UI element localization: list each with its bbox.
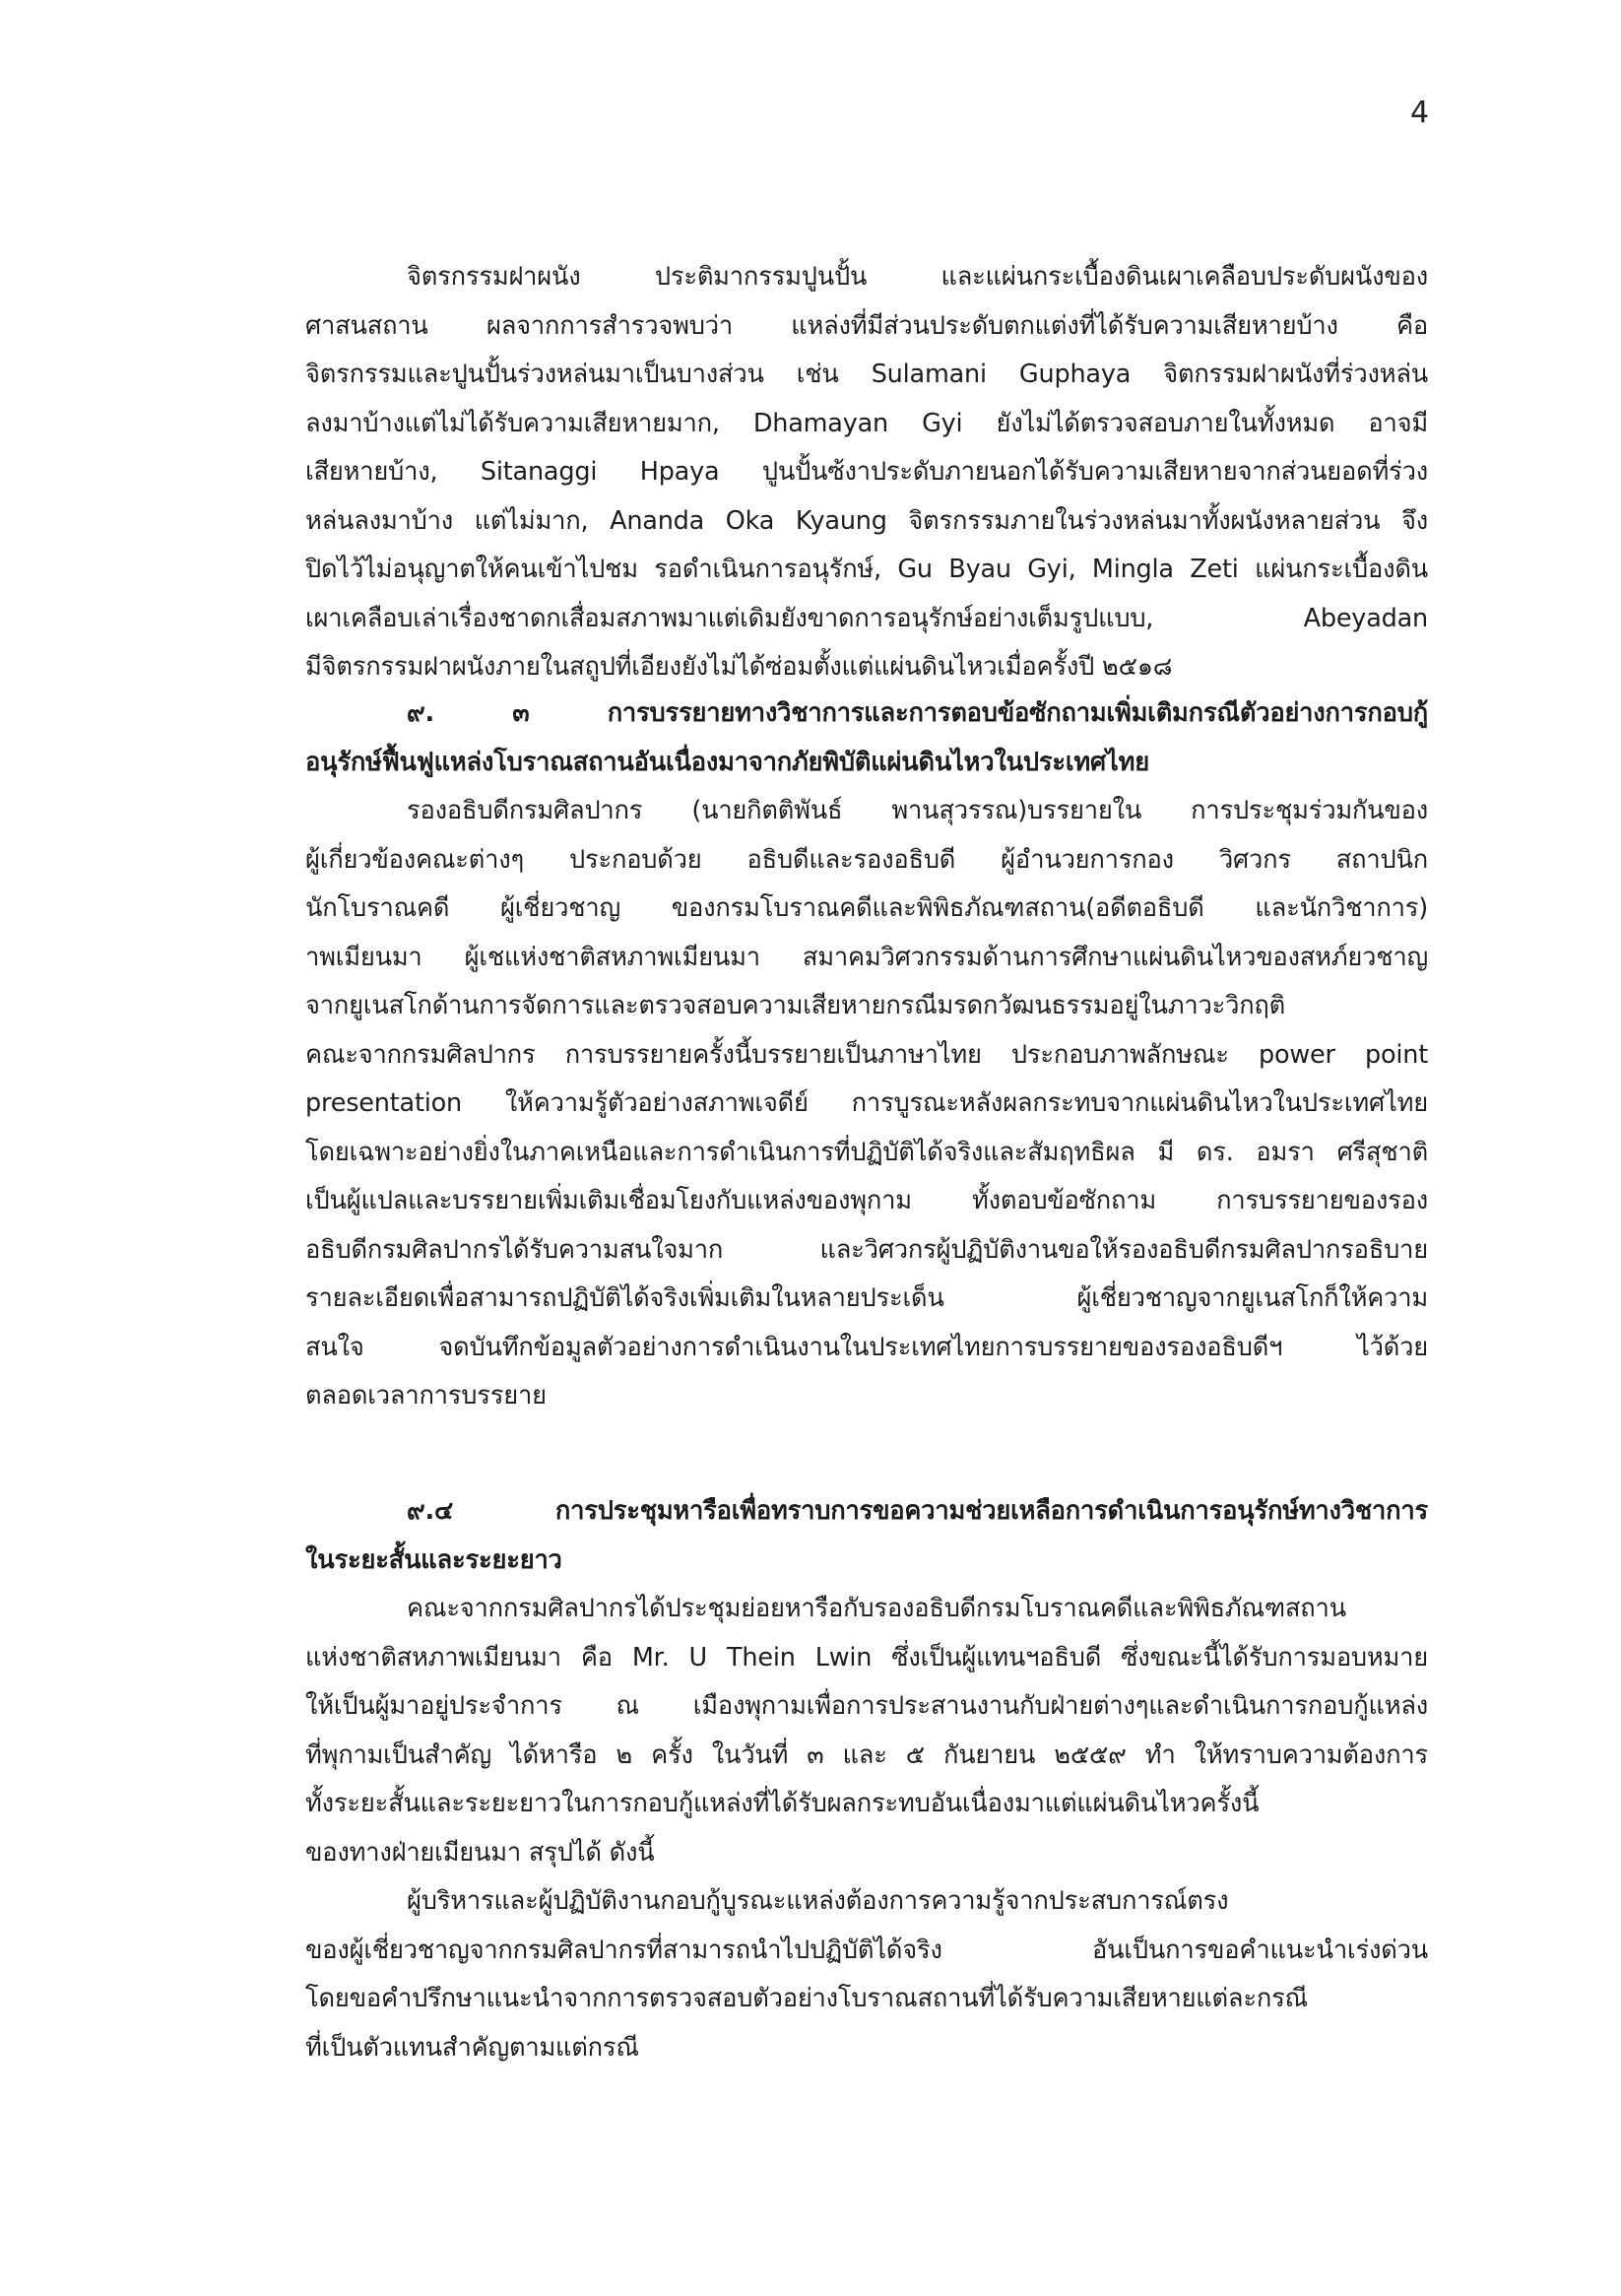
text-line: นักโบราณคดี ผู้เชี่ยวชาญ ของกรมโบราณคดีและพิพิธภัณฑสถาน(อดีตอธิบดี และนักวิชาการ)	[305, 893, 1428, 923]
paragraph-decorations-damage	[305, 253, 1428, 692]
text-line: ลงมาบ้างแต่ไม่ได้รับความเสียหายมาก, Dhamayan Gyi ยังไม่ได้ตรวจสอบภายในทั้งหมด อาจมี	[305, 408, 1428, 438]
text-line: สนใจ จดบันทึกข้อมูลตัวอย่างการดำเนินงานในประเทศไทยการบรรยายของรองอธิบดีฯ ไว้ด้วย	[305, 1332, 1428, 1362]
text-line: อธิบดีกรมศิลปากรได้รับความสนใจมาก และวิศวกรผู้ปฏิบัติงานขอให้รองอธิบดีกรมศิลปากรอธิบาย	[305, 1234, 1428, 1265]
text-line: presentation ให้ความรู้ตัวอย่างสภาพเจดีย์ การบูรณะหลังผลกระทบจากแผ่นดินไหวในประเทศไทย	[305, 1088, 1428, 1118]
section-9-3	[305, 689, 1428, 1421]
text-line: ที่เป็นตัวแทนสำคัญตามแต่กรณี	[305, 2032, 639, 2063]
text-line: จิตรกรรมฝาผนัง ประติมากรรมปูนปั้น และแผ่นกระเบื้องดินเผาเคลือบประดับผนังของ	[407, 262, 1428, 292]
section-heading: ๙. ๓ การบรรยายทางวิชาการและการตอบข้อซักถามเพิ่มเติมกรณีตัวอย่างการกอบกู้	[407, 698, 1428, 728]
text-line: มีจิตรกรรมฝาผนังภายในสถูปที่เอียงยังไม่ได้ซ่อมตั้งแต่แผ่นดินไหวเมื่อครั้งปี ๒๕๑๘	[305, 652, 1173, 682]
text-line: คณะจากกรมศิลปากรได้ประชุมย่อยหารือกับรองอธิบดีกรมโบราณคดีและพิพิธภัณฑสถาน	[407, 1594, 1346, 1623]
text-line: าพเมียนมา ผู้เชแห่งชาติสหภาพเมียนมา สมาคมวิศวกรรมด้านการศึกษาแผ่นดินไหวของสหภ์ยวชาญ	[305, 942, 1428, 972]
text-line: ของผู้เชี่ยวชาญจากกรมศิลปากรที่สามารถนำไปปฏิบัติได้จริง อันเป็นการขอคำแนะนำเร่งด่วน	[305, 1935, 1428, 1965]
text-line: ปิดไว้ไม่อนุญาตให้คนเข้าไปชม รอดำเนินการอนุรักษ์, Gu Byau Gyi, Mingla Zeti แผ่นกระเบื้องดิน	[305, 555, 1428, 584]
text-line: โดยเฉพาะอย่างยิ่งในภาคเหนือและการดำเนินการที่ปฏิบัติได้จริงและสัมฤทธิผล มี ดร. อมรา ศรีสุชาติ	[305, 1137, 1428, 1167]
text-line: ผู้เกี่ยวข้องคณะต่างๆ ประกอบด้วย อธิบดีและรองอธิบดี ผู้อำนวยการกอง วิศวกร สถาปนิก	[305, 844, 1428, 875]
text-line: ทั้งระยะสั้นและระยะยาวในการกอบกู้แหล่งที่ได้รับผลกระทบอันเนื่องมาแต่แผ่นดินไหวครั้งนี้	[305, 1789, 1260, 1818]
text-line: รายละเอียดเพื่อสามารถปฏิบัติได้จริงเพิ่มเติมในหลายประเด็น ผู้เชี่ยวชาญจากยูเนสโกก็ให้ความ	[305, 1283, 1428, 1313]
section-heading: อนุรักษ์ฟื้นฟูแหล่งโบราณสถานอันเนื่องมาจากภัยพิบัติแผ่นดินไหวในประเทศไทย	[305, 747, 1149, 777]
text-line: ที่พุกามเป็นสำคัญ ได้หารือ ๒ ครั้ง ในวันที่ ๓ และ ๕ กันยายน ๒๕๕๙ ทำ ให้ทราบความต้องการ	[305, 1739, 1428, 1770]
text-line: โดยขอคำปรึกษาแนะนำจากการตรวจสอบตัวอย่างโบราณสถานที่ได้รับความเสียหายแต่ละกรณี	[305, 1984, 1309, 2013]
text-line: ผู้บริหารและผู้ปฏิบัติงานกอบกู้บูรณะแหล่งต้องการความรู้จากประสบการณ์ตรง	[407, 1886, 1229, 1916]
text-line: เสียหายบ้าง, Sitanaggi Hpaya ปูนปั้นซ้งาประดับภายนอกได้รับความเสียหายจากส่วนยอดที่ร่วง	[305, 457, 1428, 487]
page-number: 4	[1410, 96, 1430, 130]
text-line: ให้เป็นผู้มาอยู่ประจำการ ณ เมืองพุกามเพื่อการประสานงานกับฝ่ายต่างๆและดำเนินการกอบกู้แหล่ง	[305, 1691, 1428, 1721]
text-line: ศาสนสถาน ผลจากการสำรวจพบว่า แหล่งที่มีส่วนประดับตกแต่งที่ได้รับความเสียหายบ้าง คือ	[305, 310, 1428, 341]
text-line: หล่นลงมาบ้าง แต่ไม่มาก, Ananda Oka Kyaung จิตรกรรมภายในร่วงหล่นมาทั้งผนังหลายส่วน จึง	[305, 505, 1428, 536]
section-heading: ในระยะสั้นและระยะยาว	[305, 1544, 562, 1575]
text-line: ของทางฝ่ายเมียนมา สรุปได้ ดังนี้	[305, 1837, 655, 1868]
section-heading: ๙.๔ การประชุมหารือเพื่อทราบการขอความช่วยเหลือการดำเนินการอนุรักษ์ทางวิชาการ	[407, 1496, 1428, 1526]
text-line: แห่งชาติสหภาพเมียนมา คือ Mr. U Thein Lwin ซึ่งเป็นผู้แทนฯอธิบดี ซึ่งขณะนี้ได้รับการมอบหมาย	[305, 1642, 1428, 1673]
text-line: จากยูเนสโกด้านการจัดการและตรวจสอบความเสียหายกรณีมรดกวัฒนธรรมอยู่ในภาวะวิกฤติ	[305, 991, 1286, 1020]
text-line: ตลอดเวลาการบรรยาย	[305, 1381, 547, 1410]
text-line: เผาเคลือบเล่าเรื่องชาดกเสื่อมสภาพมาแต่เดิมยังขาดการอนุรักษ์อย่างเต็มรูปแบบ, Abeyadan	[305, 603, 1428, 633]
text-line: รองอธิบดีกรมศิลปากร (นายกิตติพันธ์ พานสุวรรณ)บรรยายใน การประชุมร่วมกันของ	[407, 796, 1428, 825]
text-line: คณะจากกรมศิลปากร การบรรยายครั้งนี้บรรยายเป็นภาษาไทย ประกอบภาพลักษณะ power point	[305, 1039, 1428, 1070]
text-line: เป็นผู้แปลและบรรยายเพิ่มเติมเชื่อมโยงกับแหล่งของพุกาม ทั้งตอบข้อซักถาม การบรรยายของรอง	[305, 1186, 1428, 1215]
section-9-4	[305, 1487, 1428, 2072]
text-line: จิตรกรรมและปูนปั้นร่วงหล่นมาเป็นบางส่วน เช่น Sulamani Guphaya จิตกรรมฝาผนังที่ร่วงหล่น	[305, 360, 1428, 389]
